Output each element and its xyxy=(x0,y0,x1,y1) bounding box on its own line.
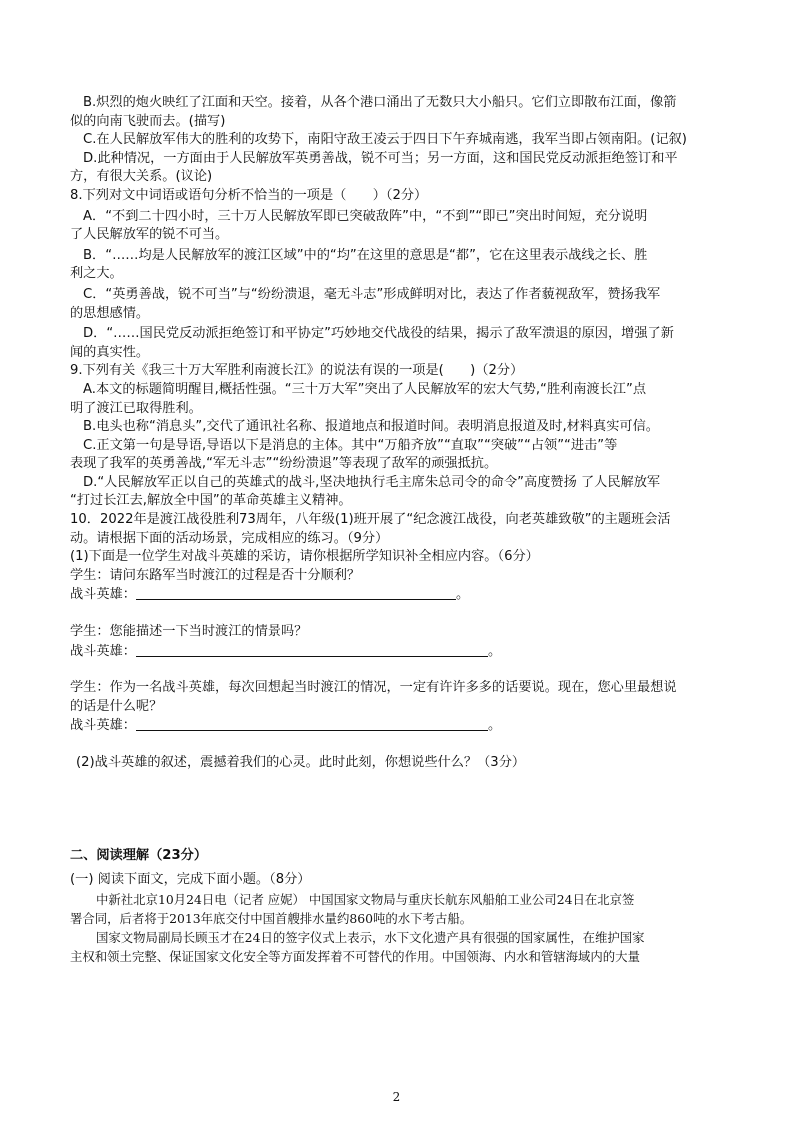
q9-option-d-line-2: “打过长江去,解放全中国”的革命英雄主义精神。 xyxy=(70,493,352,509)
question-8: 8.下列对文中词语或语句分析不恰当的一项是（ ）（2分） xyxy=(70,187,428,203)
q8-option-b-line-2: 利之大。 xyxy=(70,266,123,282)
interview-question-1: 学生：请问东路军当时渡江的过程是否十分顺利？ xyxy=(70,567,361,583)
page-number: 2 xyxy=(392,1090,401,1104)
hero-label: 战斗英雄： xyxy=(70,587,136,603)
option-c-line: C.在人民解放军伟大的胜利的攻势下，南阳守敌王凌云于四日下午弃城南逃，我军当即占领南阳。(记叙) xyxy=(83,132,687,148)
interview-question-2: 学生：您能描述一下当时渡江的情景吗？ xyxy=(70,624,308,640)
q8-option-d-line-2: 闻的真实性。 xyxy=(70,344,150,360)
question-10-line-1: 10．2022年是渡江战役胜利73周年，八年级(1)班开展了“纪念渡江战役，向老英雄致敬”的主题班会活 xyxy=(70,512,671,528)
hero-answer-row-1 xyxy=(70,585,730,605)
option-d-line-2: 方，有很大关系。(议论) xyxy=(70,169,213,185)
q8-option-a-line-2: 了人民解放军的锐不可当。 xyxy=(70,227,229,243)
reading-para-2-line-1: 国家文物局副局长顾玉才在24日的签字仪式上表示，水下文化遗产具有很强的国家属性，在维护国家 xyxy=(96,929,645,945)
question-10-part-2: (2)战斗英雄的叙述，震撼着我们的心灵。此时此刻，你想说些什么？（3分） xyxy=(76,755,526,770)
reading-para-1-line-2: 署合同，后者将于2013年底交付中国首艘排水量约860吨的水下考古船。 xyxy=(70,910,473,926)
hero-label: 战斗英雄： xyxy=(70,643,136,659)
hero-answer-row-3 xyxy=(70,716,730,736)
question-10-line-2: 动。请根据下面的活动场景，完成相应的练习。（9分） xyxy=(70,530,389,546)
q8-option-c-line-2: 的思想感情。 xyxy=(70,305,150,321)
q8-option-b-line-1: B．“……均是人民解放军的渡江区域”中的“均”在这里的意思是“都”，它在这里表示战线之长、胜 xyxy=(83,247,648,263)
answer-period: 。 xyxy=(487,643,502,659)
question-10-part-1: (1)下面是一位学生对战斗英雄的采访，请你根据所学知识补全相应内容。（6分） xyxy=(70,549,539,565)
q9-option-c-line-2: 表现了我军的英勇善战,“军无斗志”“纷纷溃退”等表现了敌军的顽强抵抗。 xyxy=(70,456,498,472)
q8-option-c-line-1: C．“英勇善战，锐不可当”与“纷纷溃退，毫无斗志”形成鲜明对比，表达了作者藐视敌军，赞扬我军 xyxy=(83,286,661,302)
subsection-1-heading: (一) 阅读下面文，完成下面小题。（8分） xyxy=(70,872,311,888)
q8-option-a-line-1: A．“不到二十四小时，三十万人民解放军即已突破敌阵”中，“不到”“即已”突出时间短，充分说明 xyxy=(83,208,648,224)
answer-blank-2[interactable] xyxy=(136,642,488,657)
answer-period: 。 xyxy=(487,718,502,734)
q9-option-d-line-1: D.“人民解放军正以自己的英雄式的战斗,坚决地执行毛主席朱总司令的命令”高度赞扬 了人民解放军 xyxy=(83,474,661,490)
option-b-line-2: 似的向南飞驶而去。(描写) xyxy=(70,113,226,129)
section-2-heading: 二、阅读理解（23分） xyxy=(70,847,208,863)
q9-option-b-line: B.电头也称“消息头”,交代了通讯社名称、报道地点和报道时间。表明消息报道及时,材料真实可信。 xyxy=(83,419,659,435)
reading-para-2-line-2: 主权和领土完整、保证国家文化安全等方面发挥着不可替代的作用。中国领海、内水和管辖海域内的大量 xyxy=(70,948,640,964)
question-9: 9.下列有关《我三十万大军胜利南渡长江》的说法有误的一项是( )（2分） xyxy=(70,363,524,379)
answer-blank-1[interactable] xyxy=(136,585,456,600)
q9-option-c-line-1: C.正文第一句是导语,导语以下是消息的主体。其中“万船齐放”“直取”“突破”“占领”“进击”等 xyxy=(83,437,618,453)
interview-question-3-line-1: 学生：作为一名战斗英雄，每次回想起当时渡江的情况，一定有许许多多的话要说。现在，您心里最想说 xyxy=(70,680,677,696)
option-b-line-1: B.炽烈的炮火映红了江面和天空。接着，从各个港口涌出了无数只大小船只。它们立即散布江面，像箭 xyxy=(83,95,677,110)
answer-space[interactable] xyxy=(70,773,730,847)
answer-blank-3[interactable] xyxy=(136,716,488,731)
answer-period: 。 xyxy=(455,587,470,603)
q8-option-d-line-1: D．“……国民党反动派拒绝签订和平协定”巧妙地交代战役的结果，揭示了敌军溃退的原因，增强了新 xyxy=(83,326,674,342)
q9-option-a-line-1: A.本文的标题简明醒目,概括性强。“三十万大军”突出了人民解放军的宏大气势,“胜利南渡长江”点 xyxy=(83,381,647,397)
hero-label: 战斗英雄： xyxy=(70,718,136,734)
q9-option-a-line-2: 明了渡江已取得胜利。 xyxy=(70,400,202,416)
reading-para-1-line-1: 中新社北京10月24日电（记者 应妮） 中国国家文物局与重庆长航东风船舶工业公司24日在北京签 xyxy=(96,891,635,907)
page-content xyxy=(70,94,730,966)
option-d-line-1: D.此种情况，一方面由于人民解放军英勇善战，锐不可当；另一方面，这和国民党反动派拒绝签订和平 xyxy=(83,150,678,166)
interview-question-3-line-2: 的话是什么呢？ xyxy=(70,698,163,714)
hero-answer-row-2 xyxy=(70,642,730,662)
